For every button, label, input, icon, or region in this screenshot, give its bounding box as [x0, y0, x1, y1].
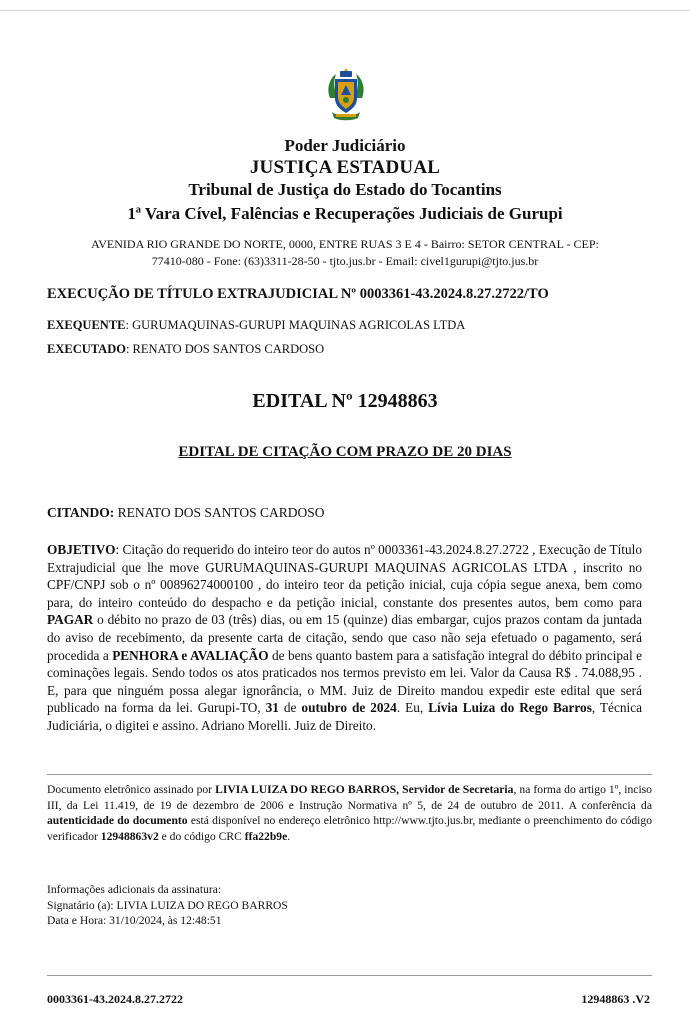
executado-line	[47, 342, 324, 357]
sig-text-2: , na forma do artigo 1º, inciso III, da Lei 11.419, de 19 de dezembro de 2006 e Instrução Normativa nº 5, de 24 de outubro de 2011. A conferência da	[47, 783, 652, 812]
footer-process-number: 0003361-43.2024.8.27.2722	[47, 992, 183, 1006]
clerk-name: Lívia Luiza do Rego Barros	[428, 700, 592, 716]
citando-label: CITANDO:	[47, 505, 115, 520]
objetivo-text-6: , Técnica Judiciária, o digitei e assino. Adriano Morelli. Juiz de Direito.	[47, 700, 642, 733]
top-border	[0, 10, 690, 11]
citando-line	[47, 505, 325, 521]
objetivo-text-3: de bens quanto bastem para a satisfação integral do débito principal e cominações legais. Sendo todos os atos praticados nos termos previsto em lei. Valor da Causa R$ . 74.088,95 . E, para que ninguém possa alegar ignorância, o MM. Juiz de Direito mandou expedir este edital que será publicado na forma da lei. Gurupi-TO,	[47, 647, 642, 716]
signature-datetime: Data e Hora: 31/10/2024, às 12:48:51	[47, 914, 222, 928]
sig-text-4: e do código CRC	[158, 829, 245, 843]
footer-divider	[47, 975, 652, 976]
process-title: EXECUÇÃO DE TÍTULO EXTRAJUDICIAL Nº 0003361-43.2024.8.27.2722/TO	[47, 286, 549, 302]
signature-divider	[47, 774, 652, 775]
verification-code: 12948863v2	[100, 829, 159, 843]
date-month-year: outubro de 2024	[301, 700, 397, 716]
crc-code: ffa22b9e	[244, 829, 288, 843]
exequente-line	[47, 318, 465, 333]
header-tribunal: Tribunal de Justiça do Estado do Tocantins	[188, 180, 502, 199]
footer-document-id: 12948863 .V2	[581, 992, 650, 1006]
coat-of-arms-icon	[324, 68, 368, 124]
date-day: 31	[265, 700, 279, 716]
objetivo-text-1: : Citação do requerido do inteiro teor do autos nº 0003361-43.2024.8.27.2722 , Execução de Título Extrajudicial que lhe move GURUMAQUINAS-GURUPI MAQUINAS AGRICOLAS LTDA , inscrito no CPF/CNPJ sob o nº 00896274000100 , do inteiro teor da petição inicial, cuja cópia segue anexa, bem como para, do inteiro conteúdo do despacho e da petição inicial, constante dos presentes autos, bem como para	[47, 542, 642, 610]
penhora-emphasis: PENHORA e AVALIAÇÃO	[112, 647, 269, 663]
executado-label: EXECUTADO	[47, 342, 126, 356]
edital-subtitle: EDITAL DE CITAÇÃO COM PRAZO DE 20 DIAS	[178, 444, 512, 460]
edital-title: EDITAL Nº 12948863	[252, 390, 438, 412]
header-poder-judiciario: Poder Judiciário	[284, 136, 406, 155]
objetivo-label: OBJETIVO	[47, 542, 116, 557]
electronic-signature-note	[47, 782, 652, 844]
address-line-2: 77410-080 - Fone: (63)3311-28-50 - tjto.jus.br - Email: civel1gurupi@tjto.jus.br	[151, 254, 539, 268]
exequente-label: EXEQUENTE	[47, 318, 126, 332]
authenticity-label: autenticidade do documento	[47, 814, 188, 828]
sig-text-3: está disponível no endereço eletrônico http://www.tjto.jus.br, mediante o preenchimento do código verificador	[47, 814, 652, 843]
address-line-1: AVENIDA RIO GRANDE DO NORTE, 0000, ENTRE RUAS 3 E 4 - Bairro: SETOR CENTRAL - CEP:	[91, 237, 599, 251]
objetivo-text-2: o débito no prazo de 03 (três) dias, ou em 15 (quinze) dias embargar, cujos prazos contam da juntada do aviso de recebimento, da presente carta de citação, sendo que caso não seja efetuado o pagamento, será procedida a	[47, 612, 642, 663]
objetivo-paragraph	[47, 541, 642, 735]
executado-value: : RENATO DOS SANTOS CARDOSO	[125, 342, 325, 356]
objetivo-text-4: de	[278, 700, 302, 716]
header-justica-estadual: JUSTIÇA ESTADUAL	[249, 157, 441, 178]
sig-text-1: Documento eletrônico assinado por	[47, 783, 216, 796]
signer-name: LIVIA LUIZA DO REGO BARROS, Servidor de Secretaria	[215, 783, 514, 796]
signatario-line: Signatário (a): LIVIA LUIZA DO REGO BARROS	[47, 898, 288, 912]
court-address	[40, 236, 650, 270]
pagar-emphasis: PAGAR	[47, 612, 94, 628]
header-vara: 1ª Vara Cível, Falências e Recuperações Judiciais de Gurupi	[127, 204, 563, 223]
objetivo-text-5: . Eu,	[396, 700, 429, 716]
exequente-value: : GURUMAQUINAS-GURUPI MAQUINAS AGRICOLAS LTDA	[125, 318, 466, 332]
citando-value: RENATO DOS SANTOS CARDOSO	[114, 505, 325, 520]
sig-text-5: .	[287, 829, 291, 843]
signature-info-title: Informações adicionais da assinatura:	[47, 883, 222, 896]
signature-info	[47, 882, 288, 929]
